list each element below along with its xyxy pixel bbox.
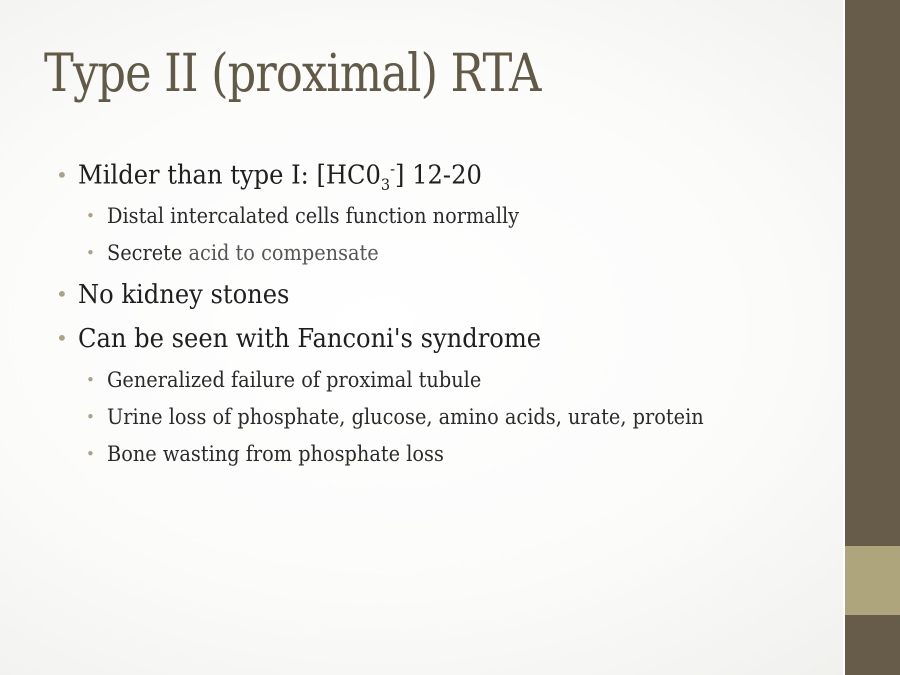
sub-bullet-text: Generalized failure of proximal tubule [107,368,482,392]
sidebar-accent-block [845,546,900,615]
bullet-icon: • [56,326,68,350]
sub-bullet-text-main: Secrete [107,241,183,265]
bullet-text-prefix: Milder than type I: [HC0 [78,160,381,191]
superscript: - [390,160,396,178]
sub-bullet-text: Bone wasting from phosphate loss [107,442,444,466]
bullet-icon: • [56,282,68,306]
bullet-no-kidney-stones [56,280,305,310]
sub-bullet-urine-loss [86,405,756,429]
bullet-icon: • [56,162,68,187]
bullet-icon: • [86,408,95,426]
bullet-text: No kidney stones [78,280,290,310]
sub-bullet-generalized-failure [86,368,514,392]
bullet-text: Can be seen with Fanconi's syndrome [78,324,542,354]
bullet-fanconi-syndrome [56,324,576,354]
slide-title: Type II (proximal) RTA [44,44,541,104]
sub-bullet-text-rest: acid to compensate [182,241,379,265]
bullet-icon: • [86,371,95,389]
bullet-icon: • [86,244,95,262]
sub-bullet-text [107,241,379,265]
bullet-text [78,160,482,194]
bullet-milder-than-type-i [56,160,512,194]
sub-bullet-text: Urine loss of phosphate, glucose, amino acids, urate, protein [107,405,704,429]
subscript: 3 [380,175,391,194]
bullet-text-suffix: ] 12-20 [395,160,482,191]
sub-bullet-secrete-acid [86,241,402,265]
bullet-icon: • [86,445,95,463]
sub-bullet-bone-wasting [86,442,473,466]
sub-bullet-text: Distal intercalated cells function normally [107,204,520,228]
sub-bullet-distal-cells [86,204,555,228]
bullet-icon: • [86,207,95,225]
